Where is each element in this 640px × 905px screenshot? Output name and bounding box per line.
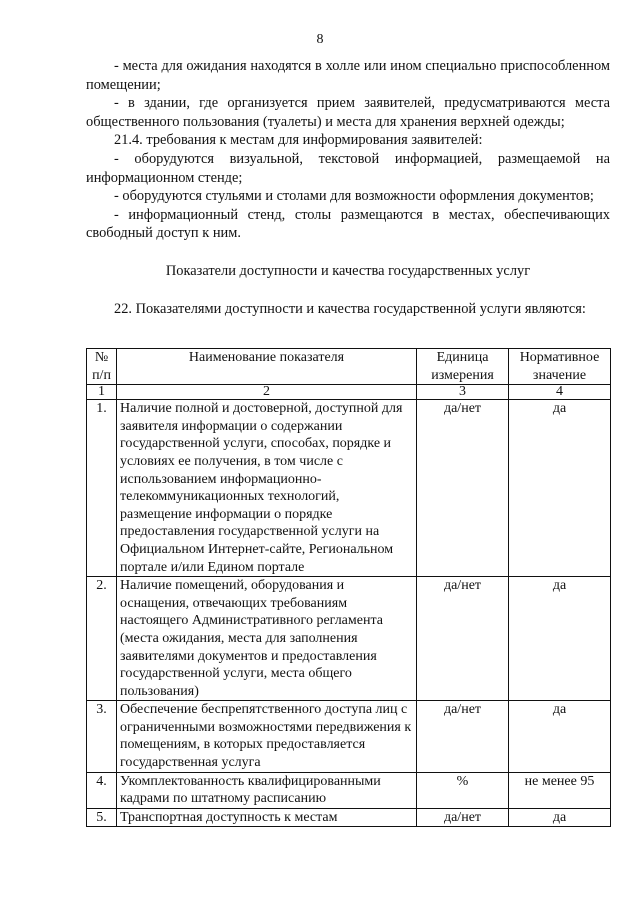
- body-text: [86, 57, 610, 243]
- index-cell: 2: [117, 385, 417, 400]
- index-cell: 4: [509, 385, 611, 400]
- header-norm: Нормативное значение: [509, 349, 611, 385]
- header-name: Наименование показателя: [117, 349, 417, 385]
- table-index-row: [87, 385, 611, 400]
- row-number: 5.: [87, 808, 117, 827]
- table-header-row: [87, 349, 611, 385]
- row-norm: да: [509, 808, 611, 827]
- table-row: [87, 808, 611, 827]
- row-name: Транспортная доступность к местам: [117, 808, 417, 827]
- table-row: [87, 400, 611, 577]
- paragraph: - оборудуются визуальной, текстовой информацией, размещаемой на информационном стенде;: [86, 150, 610, 186]
- table-row: [87, 701, 611, 772]
- row-unit: да/нет: [417, 400, 509, 577]
- row-number: 2.: [87, 577, 117, 701]
- intro-paragraph: 22. Показателями доступности и качества государственной услуги являются:: [114, 301, 586, 317]
- header-number: № п/п: [87, 349, 117, 385]
- row-norm: да: [509, 577, 611, 701]
- index-cell: 1: [87, 385, 117, 400]
- row-unit: %: [417, 772, 509, 808]
- row-unit: да/нет: [417, 577, 509, 701]
- paragraph: - информационный стенд, столы размещаются в местах, обеспечивающих свободный доступ к ним.: [86, 206, 610, 242]
- paragraph: - в здании, где организуется прием заявителей, предусматриваются места общественного пользования (туалеты) и места для хранения верхней одежды;: [86, 95, 610, 130]
- row-name: Наличие полной и достоверной, доступной для заявителя информации о содержании государственной услуги, способах, порядке и условиях ее получения, в том числе с использованием информационно-телекоммуникационных технологий, размещение информации о порядке предоставления государственной услуги на Официальном Интернет-сайте, Региональном портале и/или Едином портале: [117, 400, 417, 577]
- header-unit: Единица измерения: [417, 349, 509, 385]
- section-title: Показатели доступности и качества государственных услуг: [165, 263, 531, 279]
- row-norm: не менее 95: [509, 772, 611, 808]
- paragraph: 21.4. требования к местам для информирования заявителей:: [114, 132, 483, 149]
- index-cell: 3: [417, 385, 509, 400]
- indicators-table: [86, 348, 611, 827]
- paragraph: - оборудуются стульями и столами для возможности оформления документов;: [114, 188, 594, 205]
- row-unit: да/нет: [417, 701, 509, 772]
- page-number: 8: [316, 32, 324, 47]
- row-norm: да: [509, 701, 611, 772]
- row-name: Укомплектованность квалифицированными кадрами по штатному расписанию: [117, 772, 417, 808]
- row-name: Наличие помещений, оборудования и оснащения, отвечающих требованиям настоящего Административного регламента (места ожидания, места для заполнения заявителями документов и предоставления государственной услуги, места общего пользования): [117, 577, 417, 701]
- row-unit: да/нет: [417, 808, 509, 827]
- row-number: 3.: [87, 701, 117, 772]
- row-name: Обеспечение беспрепятственного доступа лиц с ограниченными возможностями передвижения к помещениям, в которых предоставляется государственная услуга: [117, 701, 417, 772]
- row-number: 4.: [87, 772, 117, 808]
- row-norm: да: [509, 400, 611, 577]
- table-row: [87, 772, 611, 808]
- table-row: [87, 577, 611, 701]
- row-number: 1.: [87, 400, 117, 577]
- paragraph: - места для ожидания находятся в холле или ином специально приспособленном помещении;: [86, 58, 610, 93]
